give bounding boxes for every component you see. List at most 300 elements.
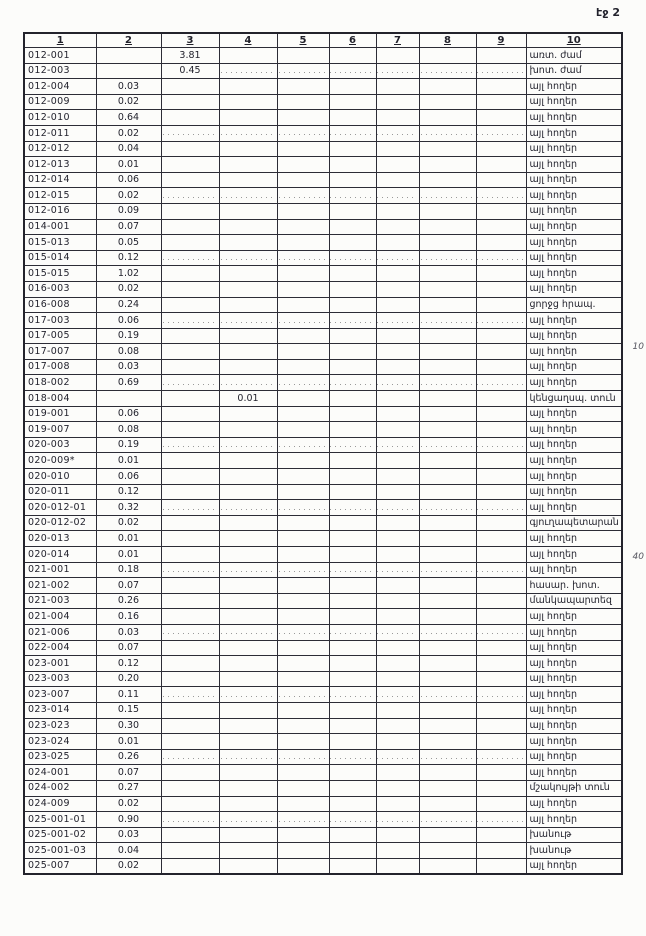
handwritten-margin-note: 10 [632,342,644,352]
cell-value-col7 [376,94,419,110]
cell-value-col5 [277,547,329,563]
cell-value-col6 [329,94,376,110]
cell-value-col4 [219,422,277,438]
column-header-3: 3 [161,33,219,48]
cell-value-col5 [277,406,329,422]
cell-landuse: այլ հողեր [526,547,622,563]
cell-value-col6 [329,843,376,859]
cell-value-col5 [277,63,329,79]
cell-value-col9 [476,219,526,235]
cell-value-col5 [277,110,329,126]
cell-value-col2: 0.02 [96,858,161,874]
cell-parcel-code: 023-024 [24,734,96,750]
cell-value-col7 [376,640,419,656]
cell-value-col5 [277,94,329,110]
table-row [24,593,622,609]
cell-value-col4 [219,531,277,547]
cell-value-col3 [161,437,219,453]
cell-value-col6 [329,188,376,204]
cell-value-col2: 0.12 [96,484,161,500]
cell-value-col8 [419,250,476,266]
cell-value-col6 [329,406,376,422]
cell-value-col5 [277,671,329,687]
cell-value-col8 [419,406,476,422]
cell-value-col4 [219,624,277,640]
cell-value-col2: 0.19 [96,437,161,453]
cell-parcel-code: 016-008 [24,297,96,313]
cell-value-col6 [329,796,376,812]
column-header-8: 8 [419,33,476,48]
cell-value-col5 [277,656,329,672]
cell-value-col4 [219,671,277,687]
cell-value-col7 [376,344,419,360]
cell-value-col5 [277,437,329,453]
table-row [24,48,622,64]
cell-value-col7 [376,281,419,297]
cell-value-col5 [277,157,329,173]
cell-value-col4 [219,125,277,141]
cell-value-col7 [376,796,419,812]
cell-value-col2: 0.15 [96,702,161,718]
cell-value-col2 [96,63,161,79]
cell-landuse: խոտ. ժամ [526,63,622,79]
cell-value-col9 [476,141,526,157]
table-row [24,406,622,422]
cell-value-col8 [419,624,476,640]
cell-value-col3 [161,812,219,828]
cell-landuse: խանութ [526,843,622,859]
cell-value-col8 [419,94,476,110]
cell-value-col4 [219,172,277,188]
table-row [24,94,622,110]
cell-value-col4 [219,656,277,672]
cell-value-col9 [476,780,526,796]
cell-value-col9 [476,313,526,329]
cell-value-col3 [161,469,219,485]
cell-value-col3 [161,79,219,95]
cell-value-col3 [161,531,219,547]
cell-parcel-code: 012-003 [24,63,96,79]
table-row [24,718,622,734]
cell-value-col4 [219,328,277,344]
table-row [24,562,622,578]
cell-value-col5 [277,250,329,266]
column-header-6: 6 [329,33,376,48]
cell-value-col5 [277,812,329,828]
cell-value-col5 [277,469,329,485]
cell-value-col9 [476,858,526,874]
cell-value-col9 [476,843,526,859]
cell-landuse: այլ հողեր [526,469,622,485]
cell-value-col7 [376,125,419,141]
cell-value-col8 [419,437,476,453]
cell-value-col2: 0.07 [96,578,161,594]
cell-parcel-code: 012-016 [24,203,96,219]
cell-parcel-code: 017-005 [24,328,96,344]
cell-value-col2: 0.69 [96,375,161,391]
cell-value-col6 [329,515,376,531]
cell-value-col3 [161,141,219,157]
cell-value-col9 [476,484,526,500]
cell-value-col3 [161,391,219,407]
cell-value-col2: 0.04 [96,141,161,157]
cell-value-col2: 0.30 [96,718,161,734]
cell-value-col7 [376,780,419,796]
cell-value-col8 [419,297,476,313]
cell-value-col6 [329,48,376,64]
cell-value-col4 [219,843,277,859]
cell-value-col8 [419,640,476,656]
cell-value-col6 [329,125,376,141]
cell-value-col8 [419,48,476,64]
cell-value-col8 [419,812,476,828]
cell-landuse: այլ հողեր [526,172,622,188]
cell-value-col4 [219,749,277,765]
table-row [24,110,622,126]
cell-value-col7 [376,406,419,422]
cell-value-col3 [161,515,219,531]
cell-parcel-code: 012-004 [24,79,96,95]
cell-landuse: այլ հողեր [526,141,622,157]
cell-value-col2 [96,48,161,64]
table-row [24,266,622,282]
cell-value-col7 [376,718,419,734]
cell-value-col9 [476,547,526,563]
cell-value-col3 [161,484,219,500]
cell-value-col6 [329,328,376,344]
cell-value-col6 [329,422,376,438]
cell-parcel-code: 020-012-01 [24,500,96,516]
cell-value-col3 [161,235,219,251]
cell-value-col6 [329,157,376,173]
cell-value-col2: 0.01 [96,157,161,173]
cell-value-col4 [219,437,277,453]
cell-landuse: այլ հողեր [526,219,622,235]
cell-value-col8 [419,562,476,578]
cell-value-col3 [161,671,219,687]
cell-value-col4 [219,484,277,500]
cell-value-col7 [376,422,419,438]
cell-value-col9 [476,391,526,407]
cell-value-col7 [376,749,419,765]
cell-value-col9 [476,375,526,391]
cell-value-col2: 0.02 [96,188,161,204]
cell-parcel-code: 023-014 [24,702,96,718]
cell-value-col9 [476,796,526,812]
cell-value-col9 [476,640,526,656]
cell-value-col6 [329,297,376,313]
cell-value-col9 [476,749,526,765]
cell-parcel-code: 020-010 [24,469,96,485]
cell-value-col9 [476,328,526,344]
cell-value-col8 [419,827,476,843]
cell-value-col3 [161,624,219,640]
cell-landuse: այլ հողեր [526,157,622,173]
cell-value-col2: 0.05 [96,235,161,251]
table-row [24,796,622,812]
cell-parcel-code: 019-001 [24,406,96,422]
cell-value-col3 [161,125,219,141]
cell-parcel-code: 019-007 [24,422,96,438]
cell-parcel-code: 025-001-03 [24,843,96,859]
cell-parcel-code: 023-023 [24,718,96,734]
cell-parcel-code: 020-013 [24,531,96,547]
cell-value-col5 [277,624,329,640]
cell-value-col6 [329,391,376,407]
table-row [24,624,622,640]
cell-value-col8 [419,609,476,625]
cell-value-col3 [161,94,219,110]
cell-landuse: այլ հողեր [526,702,622,718]
cell-value-col5 [277,780,329,796]
cell-value-col8 [419,718,476,734]
cell-value-col4 [219,578,277,594]
cell-value-col2: 0.02 [96,281,161,297]
cell-value-col8 [419,313,476,329]
cell-value-col7 [376,843,419,859]
cell-parcel-code: 012-001 [24,48,96,64]
land-register-table [23,32,623,875]
cell-value-col2: 0.20 [96,671,161,687]
table-row [24,219,622,235]
cell-value-col2: 0.64 [96,110,161,126]
cell-value-col2: 0.02 [96,796,161,812]
table-row [24,157,622,173]
cell-value-col9 [476,531,526,547]
cell-value-col7 [376,235,419,251]
cell-value-col5 [277,765,329,781]
cell-value-col2: 1.02 [96,266,161,282]
cell-landuse: այլ հողեր [526,110,622,126]
cell-value-col5 [277,48,329,64]
cell-value-col6 [329,671,376,687]
cell-landuse: կենցաղսպ. տուն [526,391,622,407]
cell-value-col5 [277,297,329,313]
cell-value-col2: 0.02 [96,94,161,110]
cell-value-col8 [419,281,476,297]
cell-value-col8 [419,359,476,375]
cell-value-col9 [476,515,526,531]
cell-value-col4 [219,157,277,173]
cell-value-col3 [161,203,219,219]
cell-landuse: այլ հողեր [526,437,622,453]
cell-parcel-code: 023-007 [24,687,96,703]
cell-value-col6 [329,359,376,375]
cell-value-col7 [376,297,419,313]
cell-value-col6 [329,578,376,594]
cell-value-col3 [161,375,219,391]
cell-value-col2: 0.06 [96,172,161,188]
cell-value-col3 [161,281,219,297]
cell-landuse: այլ հողեր [526,359,622,375]
table-row [24,858,622,874]
cell-value-col6 [329,702,376,718]
cell-value-col4 [219,344,277,360]
cell-landuse: այլ հողեր [526,203,622,219]
cell-value-col2: 0.06 [96,313,161,329]
cell-value-col4 [219,609,277,625]
cell-landuse: այլ հողեր [526,718,622,734]
cell-value-col2: 0.03 [96,79,161,95]
cell-value-col5 [277,172,329,188]
table-row [24,812,622,828]
cell-value-col8 [419,531,476,547]
table-row [24,687,622,703]
cell-value-col9 [476,125,526,141]
table-row [24,765,622,781]
cell-value-col9 [476,687,526,703]
cell-value-col2: 0.26 [96,593,161,609]
table-row [24,422,622,438]
table-row [24,671,622,687]
cell-value-col3 [161,547,219,563]
cell-value-col2: 0.06 [96,406,161,422]
table-row [24,203,622,219]
cell-value-col4 [219,734,277,750]
page-number-label: էջ 2 [596,6,620,19]
cell-value-col6 [329,734,376,750]
cell-parcel-code: 025-007 [24,858,96,874]
cell-value-col8 [419,266,476,282]
cell-value-col7 [376,188,419,204]
cell-value-col9 [476,79,526,95]
cell-landuse: այլ հողեր [526,313,622,329]
cell-value-col5 [277,359,329,375]
table-row [24,125,622,141]
cell-parcel-code: 015-013 [24,235,96,251]
cell-value-col3 [161,858,219,874]
cell-value-col8 [419,422,476,438]
cell-value-col8 [419,188,476,204]
cell-value-col5 [277,484,329,500]
cell-landuse: այլ հողեր [526,812,622,828]
cell-landuse: առտ. ժամ [526,48,622,64]
table-row [24,500,622,516]
cell-value-col2: 0.12 [96,656,161,672]
cell-value-col6 [329,235,376,251]
cell-value-col4 [219,266,277,282]
table-row [24,640,622,656]
cell-value-col3 [161,188,219,204]
cell-landuse: այլ հողեր [526,796,622,812]
cell-parcel-code: 020-011 [24,484,96,500]
cell-value-col5 [277,125,329,141]
cell-value-col6 [329,562,376,578]
cell-value-col9 [476,593,526,609]
cell-value-col6 [329,203,376,219]
cell-landuse: այլ հողեր [526,531,622,547]
cell-value-col2: 0.03 [96,624,161,640]
cell-value-col4 [219,141,277,157]
table-row [24,656,622,672]
cell-value-col2: 0.01 [96,547,161,563]
cell-value-col3 [161,640,219,656]
cell-value-col3 [161,344,219,360]
cell-landuse: այլ հողեր [526,266,622,282]
cell-value-col3 [161,328,219,344]
cell-value-col4 [219,812,277,828]
cell-value-col4 [219,313,277,329]
cell-parcel-code: 012-011 [24,125,96,141]
cell-value-col2: 0.01 [96,734,161,750]
cell-value-col3 [161,250,219,266]
cell-value-col6 [329,375,376,391]
cell-value-col8 [419,344,476,360]
cell-value-col5 [277,219,329,235]
column-header-10: 10 [526,33,622,48]
cell-value-col6 [329,500,376,516]
cell-value-col3 [161,422,219,438]
cell-value-col9 [476,422,526,438]
cell-value-col9 [476,453,526,469]
cell-value-col5 [277,188,329,204]
cell-value-col7 [376,827,419,843]
cell-value-col5 [277,578,329,594]
cell-value-col7 [376,203,419,219]
cell-landuse: այլ հողեր [526,671,622,687]
cell-landuse: այլ հողեր [526,609,622,625]
table-row [24,235,622,251]
cell-value-col6 [329,780,376,796]
cell-value-col8 [419,469,476,485]
cell-value-col7 [376,110,419,126]
cell-parcel-code: 012-009 [24,94,96,110]
cell-parcel-code: 018-002 [24,375,96,391]
cell-value-col5 [277,266,329,282]
cell-value-col6 [329,219,376,235]
cell-parcel-code: 014-001 [24,219,96,235]
cell-parcel-code: 012-013 [24,157,96,173]
cell-value-col7 [376,515,419,531]
cell-value-col2: 0.07 [96,219,161,235]
cell-landuse: այլ հողեր [526,562,622,578]
cell-landuse: հասար. խոտ. [526,578,622,594]
cell-value-col6 [329,593,376,609]
cell-value-col6 [329,749,376,765]
cell-parcel-code: 017-007 [24,344,96,360]
table-row [24,344,622,360]
cell-value-col4 [219,250,277,266]
cell-value-col3: 3.81 [161,48,219,64]
cell-landuse: գյուղապետարան [526,515,622,531]
cell-value-col8 [419,235,476,251]
table-row [24,313,622,329]
table-row [24,484,622,500]
cell-landuse: այլ հողեր [526,749,622,765]
cell-parcel-code: 022-004 [24,640,96,656]
cell-value-col3 [161,406,219,422]
column-header-7: 7 [376,33,419,48]
column-header-1: 1 [24,33,96,48]
cell-value-col7 [376,328,419,344]
cell-value-col3 [161,578,219,594]
cell-value-col4 [219,219,277,235]
cell-value-col9 [476,624,526,640]
table-row [24,749,622,765]
cell-value-col8 [419,172,476,188]
cell-value-col4 [219,827,277,843]
table-row [24,250,622,266]
cell-value-col6 [329,437,376,453]
cell-value-col3 [161,843,219,859]
cell-value-col9 [476,718,526,734]
cell-parcel-code: 021-001 [24,562,96,578]
cell-value-col9 [476,63,526,79]
cell-value-col8 [419,453,476,469]
cell-parcel-code: 017-008 [24,359,96,375]
cell-landuse: այլ հողեր [526,188,622,204]
cell-value-col2: 0.01 [96,453,161,469]
